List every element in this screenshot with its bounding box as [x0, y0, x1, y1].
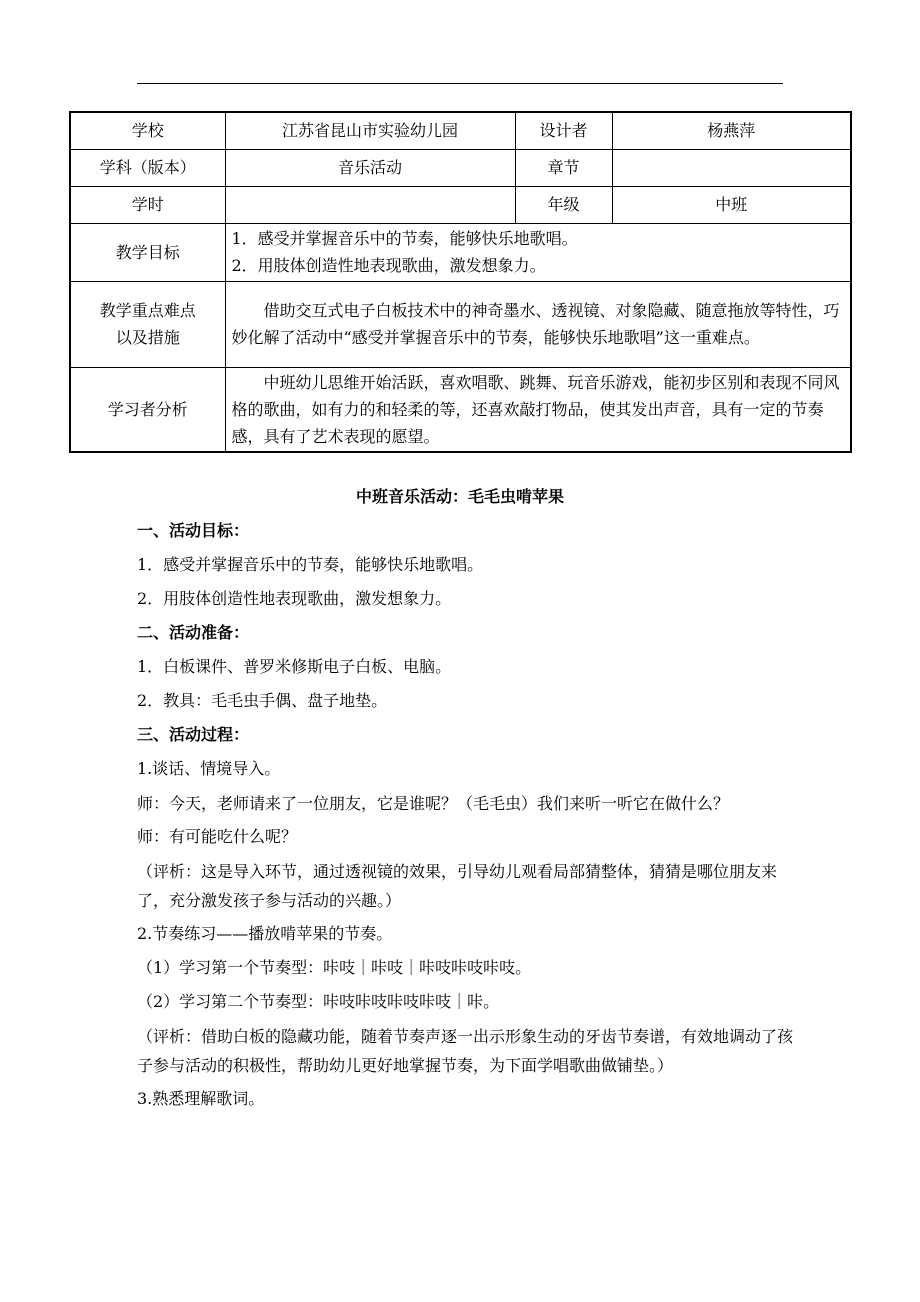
list-item: 1．白板课件、普罗米修斯电子白板、电脑。	[137, 657, 452, 676]
table-row	[70, 367, 851, 452]
designer-value: 杨燕萍	[612, 112, 851, 149]
grade-label: 年级	[515, 186, 612, 223]
table-row	[70, 112, 851, 149]
learner-cell	[225, 367, 851, 452]
comment-paragraph: （评析：这是导入环节，通过透视镜的效果，引导幼儿观看局部猜整体，猜猜是哪位朋友来了，充分激发孩子参与活动的兴趣。）	[137, 862, 778, 910]
key-points-label-line: 以及措施	[115, 328, 180, 347]
paragraph: 师：今天，老师请来了一位朋友，它是谁呢？（毛毛虫）我们来听一听它在做什么？	[137, 794, 730, 813]
table-row	[70, 223, 851, 281]
subject-label: 学科（版本）	[70, 149, 225, 186]
key-points-text: 借助交互式电子白板技术中的神奇墨水、透视镜、对象隐藏、随意拖放等特性，巧妙化解了活动中“感受并掌握音乐中的节奏，能够快乐地歌唱”这一重难点。	[231, 301, 840, 347]
section-heading: 二、活动准备：	[137, 623, 250, 642]
list-item: 2．教具：毛毛虫手偶、盘子地垫。	[137, 691, 388, 710]
section-heading: 三、活动过程：	[137, 725, 250, 744]
section-heading: 一、活动目标：	[137, 521, 250, 540]
document-body	[137, 514, 797, 1116]
goals-cell	[225, 223, 851, 281]
hours-label: 学时	[70, 186, 225, 223]
goals-label: 教学目标	[70, 223, 225, 281]
list-item: （2）学习第二个节奏型：咔吱咔吱咔吱咔吱｜咔。	[137, 992, 500, 1011]
list-item: （1）学习第一个节奏型：咔吱｜咔吱｜咔吱咔吱咔吱。	[137, 958, 532, 977]
table-row	[70, 186, 851, 223]
step-heading: 3.熟悉理解歌词。	[137, 1089, 265, 1108]
list-item: 2．用肢体创造性地表现歌曲，激发想象力。	[137, 589, 452, 608]
key-points-label-line: 教学重点难点	[99, 301, 196, 320]
comment-paragraph: （评析：借助白板的隐藏功能，随着节奏声逐一出示形象生动的牙齿节奏谱，有效地调动了孩子参与活动的积极性，帮助幼儿更好地掌握节奏，为下面学唱歌曲做铺垫。）	[137, 1027, 794, 1075]
grade-value: 中班	[612, 186, 851, 223]
learner-text: 中班幼儿思维开始活跃，喜欢唱歌、跳舞、玩音乐游戏，能初步区别和表现不同风格的歌曲，如有力的和轻柔的等，还喜欢敲打物品，使其发出声音，具有一定的节奏感，具有了艺术表现的愿望。	[231, 372, 840, 446]
subject-value: 音乐活动	[225, 149, 515, 186]
school-value: 江苏省昆山市实验幼儿园	[225, 112, 515, 149]
list-item: 1．感受并掌握音乐中的节奏，能够快乐地歌唱。	[137, 555, 484, 574]
document-title: 中班音乐活动：毛毛虫啃苹果	[355, 487, 564, 506]
key-points-cell	[225, 281, 851, 367]
goal-item: 2．用肢体创造性地表现歌曲，激发想象力。	[231, 256, 546, 275]
designer-label: 设计者	[515, 112, 612, 149]
lesson-info-table	[69, 111, 852, 453]
key-points-label	[70, 281, 225, 367]
chapter-value	[612, 149, 851, 186]
table-row	[70, 281, 851, 367]
chapter-label: 章节	[515, 149, 612, 186]
goal-item: 1．感受并掌握音乐中的节奏，能够快乐地歌唱。	[231, 229, 578, 248]
hours-value	[225, 186, 515, 223]
table-row	[70, 149, 851, 186]
step-heading: 2.节奏练习——播放啃苹果的节奏。	[137, 924, 393, 943]
header-rule	[137, 83, 783, 84]
step-heading: 1.谈话、情境导入。	[137, 759, 281, 778]
paragraph: 师：有可能吃什么呢？	[137, 827, 298, 846]
school-label: 学校	[70, 112, 225, 149]
learner-label: 学习者分析	[70, 367, 225, 452]
